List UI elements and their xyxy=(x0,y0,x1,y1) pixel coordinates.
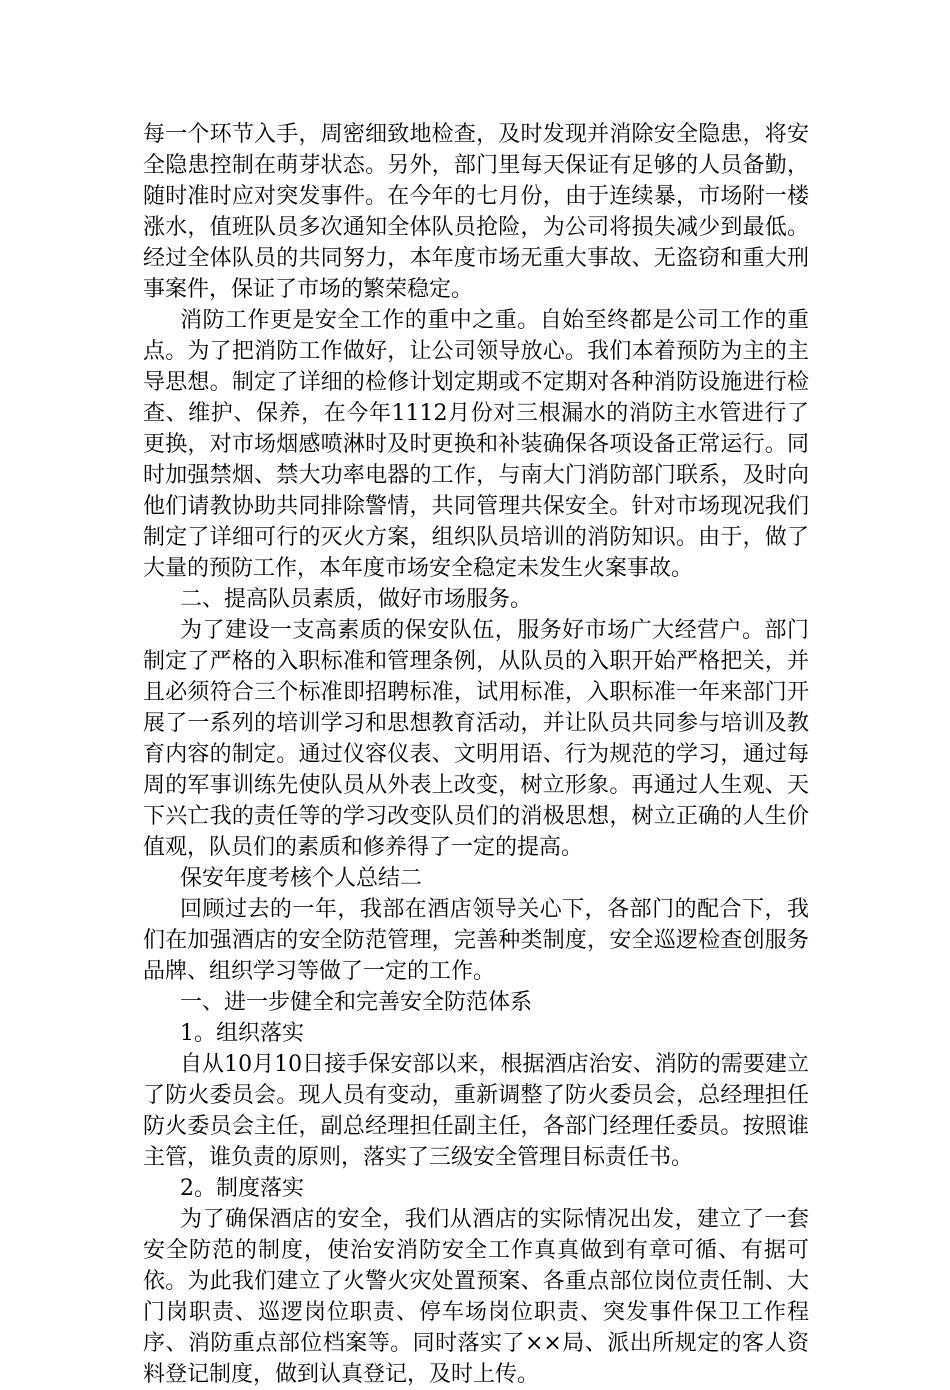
paragraph-fire-safety: 消防工作更是安全工作的重中之重。自始至终都是公司工作的重点。为了把消防工作做好，让公司领导放心。我们本着预防为主的主导思想。制定了详细的检修计划定期或不定期对各种消防设施进行检查、维护、保养，在今年1112月份对三根漏水的消防主水管进行了更换，对市场烟感喷淋时及时更换和补装确保各项设备正常运行。同时加强禁烟、禁大功率电器的工作，与南大门消防部门联系，及时向他们请教协助共同排除警情，共同管理共保安全。针对市场现况我们制定了详细可行的灭火方案，组织队员培训的消防知识。由于，做了大量的预防工作，本年度市场安全稳定未发生火案事故。 xyxy=(143,308,809,581)
document-body xyxy=(143,119,809,1390)
paragraph-safety-rules: 为了确保酒店的安全，我们从酒店的实际情况出发，建立了一套安全防范的制度，使治安消防安全工作真真做到有章可循、有据可依。为此我们建立了火警火灾处置预案、各重点部位岗位责任制、大门岗职责、巡逻岗位职责、停车场岗位职责、突发事件保卫工作程序、消防重点部位档案等。同时落实了××局、派出所规定的客人资料登记制度，做到认真登记，及时上传。 xyxy=(143,1207,809,1387)
subheading-organization: 1。组织落实 xyxy=(180,1021,304,1046)
subheading-system: 2。制度落实 xyxy=(180,1176,304,1201)
section-heading-security-system: 一、进一步健全和完善安全防范体系 xyxy=(180,990,533,1015)
paragraph-review: 回顾过去的一年，我部在酒店领导关心下，各部门的配合下，我们在加强酒店的安全防范管理，完善种类制度，安全巡逻检查创服务品牌、组织学习等做了一定的工作。 xyxy=(143,897,809,984)
paragraph-fire-committee: 自从10月10日接手保安部以来，根据酒店治安、消防的需要建立了防火委员会。现人员有变动，重新调整了防火委员会，总经理担任防火委员会主任，副总经理担任副主任，各部门经理任委员。按照谁主管，谁负责的原则，落实了三级安全管理目标责任书。 xyxy=(143,1052,809,1170)
section-heading-improve-quality: 二、提高队员素质，做好市场服务。 xyxy=(180,587,533,612)
paragraph-security-inspection: 每一个环节入手，周密细致地检查，及时发现并消除安全隐患，将安全隐患控制在萌芽状态。另外，部门里每天保证有足够的人员备勤，随时准时应对突发事件。在今年的七月份，由于连续暴，市场附一楼涨水，值班队员多次通知全体队员抢险，为公司将损失减少到最低。经过全体队员的共同努力，本年度市场无重大事故、无盗窃和重大刑事案件，保证了市场的繁荣稳定。 xyxy=(143,122,809,302)
document-subtitle: 保安年度考核个人总结二 xyxy=(180,866,423,891)
paragraph-team-building: 为了建设一支高素质的保安队伍，服务好市场广大经营户。部门制定了严格的入职标准和管理条例，从队员的入职开始严格把关，并且必须符合三个标准即招聘标准，试用标准，入职标准一年来部门开展了一系列的培训学习和思想教育活动，并让队员共同参与培训及教育内容的制定。通过仪容仪表、文明用语、行为规范的学习，通过每周的军事训练先使队员从外表上改变，树立形象。再通过人生观、天下兴亡我的责任等的学习改变队员们的消极思想，树立正确的人生价值观，队员们的素质和修养得了一定的提高。 xyxy=(143,618,809,860)
